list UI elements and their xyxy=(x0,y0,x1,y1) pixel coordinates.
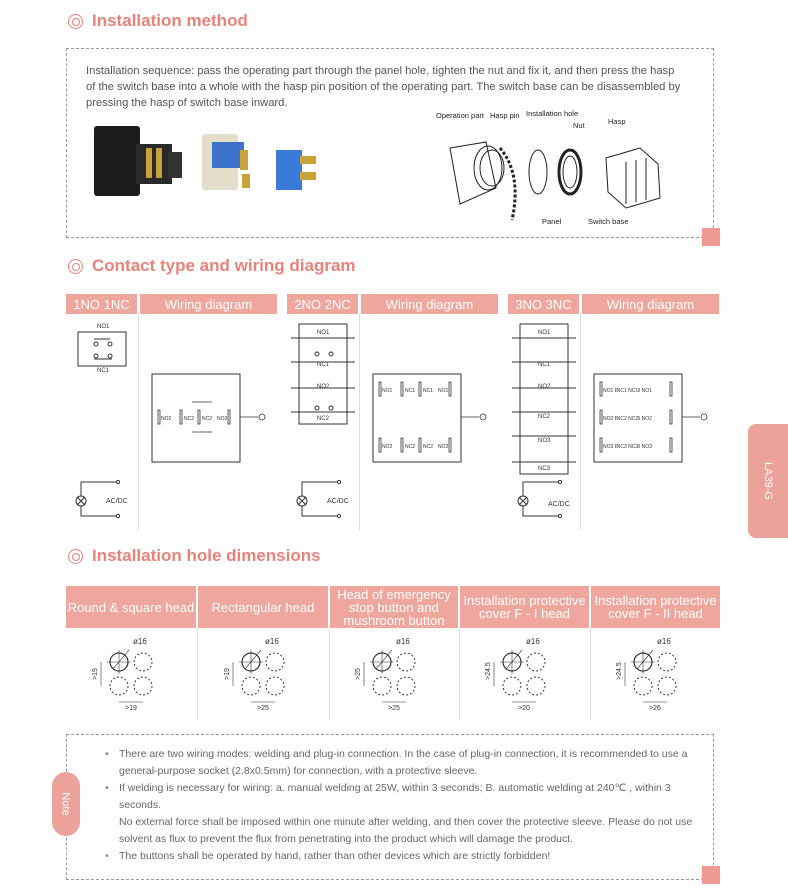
section-title-text: Installation hole dimensions xyxy=(92,546,321,565)
hole-dashed-4-2 xyxy=(503,677,521,695)
label-hasp: Hasp xyxy=(608,117,626,126)
svg-text:NO2: NO2 xyxy=(538,384,551,390)
circle-bullet-icon xyxy=(68,14,83,29)
acdc-label-3: AC/DC xyxy=(548,501,570,508)
svg-text:NC2: NC2 xyxy=(405,444,416,450)
contact-symbol-3 xyxy=(508,316,580,526)
dim-vertical-5: >24.5 xyxy=(616,662,623,680)
wiring-diagram-2 xyxy=(361,316,498,526)
dim-vertical-3: >25 xyxy=(355,668,362,680)
hole-dashed-5-3 xyxy=(658,677,676,695)
svg-text:NO3 ‖NC3 NC3‖ NO3: NO3 ‖NC3 NC3‖ NO3 xyxy=(603,444,652,450)
installation-method-title xyxy=(68,11,248,31)
side-tab[interactable] xyxy=(748,424,788,538)
hole-dashed-2-2 xyxy=(242,677,260,695)
hole-dashed-5-1 xyxy=(658,653,676,671)
svg-text:NC1: NC1 xyxy=(538,362,551,368)
assembly-drawing xyxy=(430,108,690,230)
wiring-header-1: Wiring diagram xyxy=(140,294,277,314)
svg-text:NC2: NC2 xyxy=(317,416,330,422)
note-list xyxy=(103,746,703,865)
svg-text:NC1: NC1 xyxy=(423,388,434,394)
svg-text:NO2 ‖NC2 NC2‖ NO2: NO2 ‖NC2 NC2‖ NO2 xyxy=(603,416,652,422)
svg-text:NO1 ‖NC1 NC1‖ NO1: NO1 ‖NC1 NC1‖ NO1 xyxy=(603,388,652,394)
hole-header-1: Round & square head xyxy=(66,586,196,628)
hole-dimensions-title xyxy=(68,546,321,566)
contact-symbol-2 xyxy=(287,316,359,526)
svg-text:NC3: NC3 xyxy=(538,466,551,472)
svg-text:NC1: NC1 xyxy=(317,362,330,368)
wiring-header-3: Wiring diagram xyxy=(582,294,719,314)
dim-diameter-3: ø16 xyxy=(396,637,410,646)
contact-type-header-3: 3NO 3NC xyxy=(508,294,579,314)
note-item: • There are two wiring modes: welding and plug-in connection. In the case of plug-in connection, it is recommended to use a general-purpose socket (2.8x0.5mm) for connection, with a protective sleeve. xyxy=(103,746,703,780)
installation-description: Installation sequence: pass the operating part through the panel hole, tighten the nut and fix it, and then press the hasp of the switch base into a whole with the hasp pin position of the operating part. The switch base can be disassembled by pressing the hasp of switch base inward. xyxy=(86,65,681,109)
svg-text:NC1: NC1 xyxy=(405,388,416,394)
svg-text:NC1: NC1 xyxy=(97,368,110,374)
svg-text:NO1: NO1 xyxy=(382,388,393,394)
hole-header-5: Installation protective cover F - II head xyxy=(591,586,720,628)
hole-dashed-1-2 xyxy=(110,677,128,695)
dim-horizontal-4: >20 xyxy=(518,705,530,712)
contact-symbol-1 xyxy=(66,316,138,526)
dim-diameter-5: ø16 xyxy=(657,637,671,646)
note-item: • The buttons shall be operated by hand, rather than other devices which are strictly forbidden! xyxy=(103,848,703,865)
svg-text:NC2: NC2 xyxy=(538,414,551,420)
dim-diameter-4: ø16 xyxy=(526,637,540,646)
acdc-label-1: AC/DC xyxy=(106,498,128,505)
switch-base-photo xyxy=(202,134,250,190)
svg-text:NO2: NO2 xyxy=(438,444,449,450)
circle-bullet-icon xyxy=(68,549,83,564)
label-nut: Nut xyxy=(573,121,585,130)
contact-block-photo xyxy=(276,150,316,190)
dim-vertical-4: >24.5 xyxy=(485,662,492,680)
dim-diameter-2: ø16 xyxy=(265,637,279,646)
note-label: Note xyxy=(60,792,72,816)
svg-text:NO1: NO1 xyxy=(538,330,551,336)
dim-vertical-2: >19 xyxy=(224,668,231,680)
label-installation-hole: Installation hole xyxy=(526,109,579,118)
label-operation-part: Operation part xyxy=(436,111,484,120)
hole-header-2: Rectangular head xyxy=(198,586,328,628)
section-title-text: Contact type and wiring diagram xyxy=(92,256,356,275)
label-hasp-pin: Hasp pin xyxy=(490,111,520,120)
hole-dashed-3-3 xyxy=(397,677,415,695)
dim-horizontal-5: >26 xyxy=(649,705,661,712)
section-title-text: Installation method xyxy=(92,11,248,30)
hole-dashed-5-2 xyxy=(634,677,652,695)
dim-diameter-1: ø16 xyxy=(133,637,147,646)
svg-text:NO2: NO2 xyxy=(317,384,330,390)
corner-marker xyxy=(702,228,720,246)
note-tab xyxy=(52,772,80,836)
hole-dashed-1-1 xyxy=(134,653,152,671)
hole-dashed-4-3 xyxy=(527,677,545,695)
side-tab-label: LA39-G xyxy=(761,462,774,500)
wiring-diagram-3 xyxy=(582,316,719,526)
svg-text:NC2: NC2 xyxy=(202,416,213,422)
contact-type-header-1: 1NO 1NC xyxy=(66,294,137,314)
hole-dashed-3-1 xyxy=(397,653,415,671)
hole-dashed-4-1 xyxy=(527,653,545,671)
note-item: No external force shall be imposed within one minute after welding, and then cover the protective sleeve. Please do not use solvent as flux to prevent the flux from penetrating into the product which will damage the product. xyxy=(119,816,693,845)
contact-type-title xyxy=(68,256,356,276)
corner-marker xyxy=(702,866,720,884)
hole-dashed-1-3 xyxy=(134,677,152,695)
svg-text:NO2: NO2 xyxy=(382,444,393,450)
label-switch-base: Switch base xyxy=(588,217,629,226)
hole-header-3: Head of emergency stop button and mushroom button xyxy=(330,586,458,628)
contact-type-header-2: 2NO 2NC xyxy=(287,294,358,314)
hole-header-4: Installation protective cover F - I head xyxy=(460,586,589,628)
dim-horizontal-2: >25 xyxy=(257,705,269,712)
wiring-diagram-1 xyxy=(140,316,277,526)
button-photo xyxy=(94,126,182,196)
wiring-header-2: Wiring diagram xyxy=(361,294,498,314)
dim-vertical-1: >19 xyxy=(92,668,99,680)
hole-dashed-2-3 xyxy=(266,677,284,695)
hole-drawings xyxy=(66,632,720,718)
svg-text:NO1: NO1 xyxy=(438,388,449,394)
svg-text:NC2: NC2 xyxy=(423,444,434,450)
svg-text:NO3: NO3 xyxy=(538,438,551,444)
svg-text:NO1: NO1 xyxy=(317,330,330,336)
svg-text:NC2: NC2 xyxy=(184,416,195,422)
svg-text:NO2: NO2 xyxy=(161,416,172,422)
note-item: • If welding is necessary for wiring: a. manual welding at 25W, within 3 seconds; B. automatic welding at 240℃ , within 3 seconds. xyxy=(103,780,703,814)
dim-horizontal-3: >25 xyxy=(388,705,400,712)
acdc-label-2: AC/DC xyxy=(327,498,349,505)
product-photos xyxy=(90,120,330,208)
dim-horizontal-1: >19 xyxy=(125,705,137,712)
svg-text:NO2: NO2 xyxy=(217,416,228,422)
svg-text:NO1: NO1 xyxy=(97,324,110,330)
label-panel: Panel xyxy=(542,217,562,226)
circle-bullet-icon xyxy=(68,259,83,274)
hole-dashed-3-2 xyxy=(373,677,391,695)
hole-dashed-2-1 xyxy=(266,653,284,671)
